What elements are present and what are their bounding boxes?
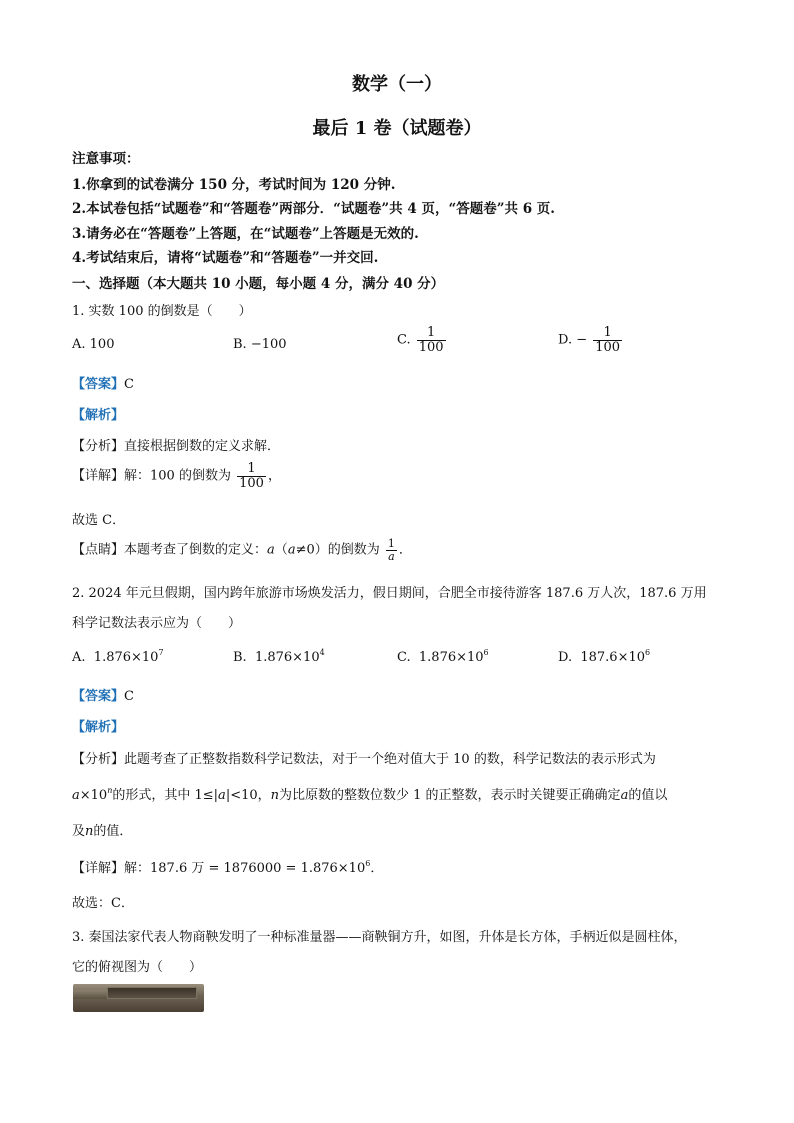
section-heading: 一、选择题（本大题共 10 小题，每小题 4 分，满分 40 分） [72,276,445,292]
fraction-denominator: 100 [418,339,444,355]
exam-title: 数学（一） [352,74,442,95]
fenxi-tag: 【分析】 [72,752,125,767]
q1-option-d-label: D. − [558,332,588,348]
option-label: C. [397,650,411,665]
fraction-numerator: 1 [387,537,395,550]
detail-tag: 【详解】 [72,468,125,484]
power-base: ×10 [79,788,108,803]
q1-option-c-fraction [417,326,446,354]
fenxi-text: 的形式，其中 1≤| [112,788,219,803]
q1-choose: 故选 C． [72,513,126,528]
q2-detail [72,857,383,876]
fraction-numerator: 1 [427,325,436,340]
fenxi-text: 此题考查了正整数指数科学记数法，对于一个绝对值大于 10 的数，科学记数法的表示形式为 [124,752,656,767]
q1-option-b: B. −100 [233,337,287,352]
detail-exponent: 6 [365,859,371,868]
option-exponent: 7 [158,648,164,657]
option-label: B. [233,650,247,665]
fraction-numerator: 1 [247,461,256,476]
notice-item-4: 4.考试结束后，请将“试题卷”和“答题卷”一并交回. [72,250,379,266]
comment-suffix: ． [398,542,412,558]
q2-option-d [558,650,650,665]
power-exponent: n [107,786,113,795]
measure-body [107,987,197,999]
fraction-denominator: 100 [239,475,264,491]
detail-suffix: ， [267,468,281,484]
option-label: D. [558,650,573,665]
comment-paren: （ [274,542,288,558]
fenxi-text: 为比原数的整数位数少 1 的正整数，表示时关键要正确确定 [279,788,621,803]
analysis-tag: 【解析】 [72,720,125,735]
q2-stem-line-1: 2. 2024 年元旦假期，国内跨年旅游市场焕发活力，假日期间，合肥全市接待游客 187.6 万人次，187.6 万用 [72,586,707,601]
q2-fenxi-line-2 [72,784,667,803]
fenxi-text: 及 [72,824,86,839]
option-value: 1.876×10 [254,650,320,665]
q1-option-d [558,326,624,354]
answer-tag: 【答案】 [72,689,125,704]
option-exponent: 6 [645,648,651,657]
q1-option-c-label: C. [397,332,411,348]
fraction-denominator: a [388,549,395,563]
q2-option-c [397,650,489,665]
detail-tag: 【详解】 [72,861,125,876]
q3-stem-line-1: 3. 秦国法家代表人物商鞅发明了一种标准量器——商鞅铜方升，如图，升体是长方体，手柄近似是圆柱体， [72,930,687,945]
comment-tag: 【点睛】 [72,542,125,558]
var-n: n [85,824,94,839]
var-a: a [287,542,296,558]
option-value: 1.876×10 [418,650,484,665]
comment-text: 本题考查了倒数的定义： [124,542,268,558]
var-a: a [72,788,80,803]
detail-suffix: ． [370,861,384,876]
notice-heading: 注意事项： [72,151,140,167]
answer-value: C [124,377,134,392]
q2-fenxi-line-1 [72,748,656,767]
q1-detail [72,462,281,490]
detail-text: 解：100 的倒数为 [124,468,231,484]
q1-comment [72,538,412,562]
fenxi-text: 的值． [93,824,133,839]
q1-fenxi [72,435,280,454]
q2-answer [72,685,134,704]
detail-text: 解：187.6 万 = 1876000 = 1.876×10 [124,861,366,876]
option-value: 1.876×10 [93,650,159,665]
fenxi-text: 的值以 [628,788,668,803]
detail-fraction [237,462,266,490]
q2-option-a [72,650,164,665]
option-exponent: 6 [483,648,489,657]
analysis-tag: 【解析】 [72,408,125,423]
q1-option-c [397,326,448,354]
fraction-numerator: 1 [603,325,612,340]
answer-tag: 【答案】 [72,377,125,392]
q1-option-a: A. 100 [72,337,115,352]
var-n: n [270,788,280,803]
fenxi-text: 直接根据倒数的定义求解． [124,439,281,454]
notice-item-1: 1.你拿到的试卷满分 150 分，考试时间为 120 分钟. [72,177,396,193]
q2-choose: 故选：C． [72,896,134,911]
comment-condition: ≠0）的倒数为 [295,542,380,558]
q1-option-d-fraction [593,326,622,354]
var-a: a [267,542,275,558]
var-a: a [218,788,226,803]
q3-stem-line-2: 它的俯视图为（ ） [72,960,203,975]
option-label: A. [72,650,86,665]
option-value: 187.6×10 [580,650,646,665]
notice-item-3: 3.请务必在“答题卷”上答题，在“试题卷”上答题是无效的. [72,226,419,242]
exam-subtitle: 最后 1 卷（试题卷） [312,118,482,139]
var-a: a [620,788,629,803]
fraction-denominator: 100 [595,339,621,355]
measure-handle [73,990,107,999]
q2-option-b [233,650,325,665]
option-exponent: 4 [319,648,325,657]
notice-item-2: 2.本试卷包括“试题卷”和“答题卷”两部分．“试题卷”共 4 页，“答题卷”共 6 页. [72,201,555,217]
fenxi-tag: 【分析】 [72,439,125,454]
q1-stem: 1. 实数 100 的倒数是（ ） [72,304,252,319]
answer-value: C [124,689,134,704]
q1-answer [72,373,134,392]
fenxi-text: |<10， [225,788,271,803]
bronze-measure-photo [73,984,204,1012]
q2-analysis-tag [72,716,124,735]
q1-analysis-tag [72,404,124,423]
q2-stem-line-2: 科学记数法表示应为（ ） [72,616,242,631]
q2-fenxi-line-3 [72,820,132,839]
comment-fraction [386,538,397,562]
